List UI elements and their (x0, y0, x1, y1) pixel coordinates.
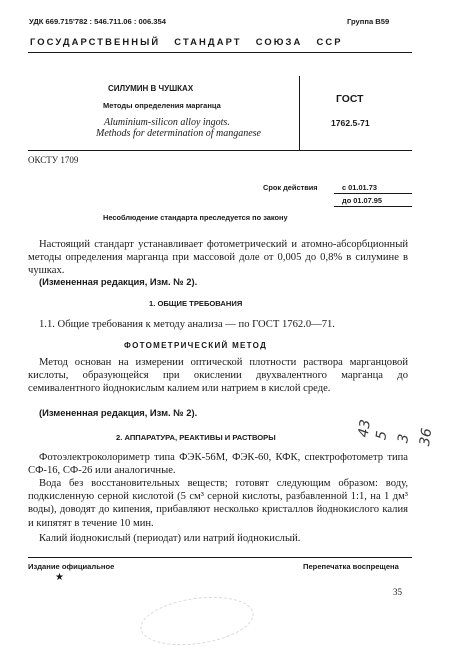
validity-from: с 01.01.73 (342, 183, 377, 192)
gost-number: 1762.5-71 (331, 118, 370, 128)
document-title: СИЛУМИН В ЧУШКАХ (108, 84, 194, 93)
handwritten-number-2: 5 (373, 429, 391, 441)
handwritten-annotation (355, 407, 468, 454)
validity-to: до 01.07.95 (342, 196, 383, 205)
group-code: Группа В59 (347, 17, 390, 26)
official-edition-label: Издание официальное (28, 562, 115, 571)
handwritten-number-4: 36 (416, 427, 436, 448)
english-title: Aluminium-silicon alloy ingots. (104, 117, 230, 128)
intro-revision-note: (Измененная редакция, Изм. № 2). (39, 276, 198, 287)
section-2-paragraph-2: Вода без восстановительных веществ; готовят следующим образом: воду, подкисленную серной кислотой (5 см³ серной кислоты, разбавленной 1:1, на 1 дм³ воды), доводят до кипения, прибавляют несколько кристаллов йоднокислого калия и кипятят в течение 10 мин. (28, 478, 408, 529)
section-2-paragraph-1: Фотоэлектроколориметр типа ФЭК-56М, ФЭК-60, КФК, спектрофотометр типа СФ-16, СФ-26 или аналогичные. (28, 452, 408, 477)
library-stamp (137, 590, 256, 651)
title-block-vertical-rule (299, 76, 300, 150)
validity-label: Срок действия (263, 183, 318, 192)
photometric-revision-note: (Измененная редакция, Изм. № 2). (39, 407, 198, 418)
handwritten-number-1: 43 (355, 418, 374, 439)
section-1-paragraph: 1.1. Общие требования к методу анализа — по ГОСТ 1762.0—71. (39, 319, 335, 330)
page-number: 35 (393, 587, 402, 597)
title-block-divider (28, 150, 412, 151)
section-1-heading: 1. ОБЩИЕ ТРЕБОВАНИЯ (149, 299, 243, 308)
udk-code: УДК 669.715'782 : 546.711.06 : 006.354 (29, 17, 166, 26)
footer-divider (28, 557, 412, 558)
handwritten-number-3: 3 (395, 432, 413, 445)
state-standard-banner: ГОСУДАРСТВЕННЫЙ СТАНДАРТ СОЮЗА ССР (30, 36, 343, 47)
document-subtitle: Методы определения марганца (103, 101, 221, 110)
english-subtitle: Methods for determination of manganese (96, 128, 261, 139)
star-icon: ★ (55, 572, 64, 583)
validity-rule-1 (334, 193, 412, 194)
validity-rule-2 (334, 206, 412, 207)
okstu-code: ОКСТУ 1709 (28, 155, 79, 165)
header-divider (28, 52, 412, 53)
photometric-paragraph: Метод основан на измерении оптической плотности раствора марганцовой кислоты, образующейся при окислении двухвалентного марганца до семивалентного йоднокислым калием или натрием в кислой среде. (28, 357, 408, 395)
photometric-heading: ФОТОМЕТРИЧЕСКИЙ МЕТОД (124, 341, 268, 350)
reprint-notice: Перепечатка воспрещена (303, 562, 399, 571)
section-2-heading: 2. АППАРАТУРА, РЕАКТИВЫ И РАСТВОРЫ (116, 433, 276, 442)
section-2-paragraph-3: Калий йоднокислый (периодат) или натрий йоднокислый. (39, 533, 301, 544)
intro-paragraph: Настоящий стандарт устанавливает фотометрический и атомно-абсорбционный методы определения марганца при массовой доле от 0,005 до 0,8% в силумине в чушках. (28, 239, 408, 277)
gost-label: ГОСТ (336, 94, 364, 105)
legal-notice: Несоблюдение стандарта преследуется по закону (103, 213, 288, 222)
